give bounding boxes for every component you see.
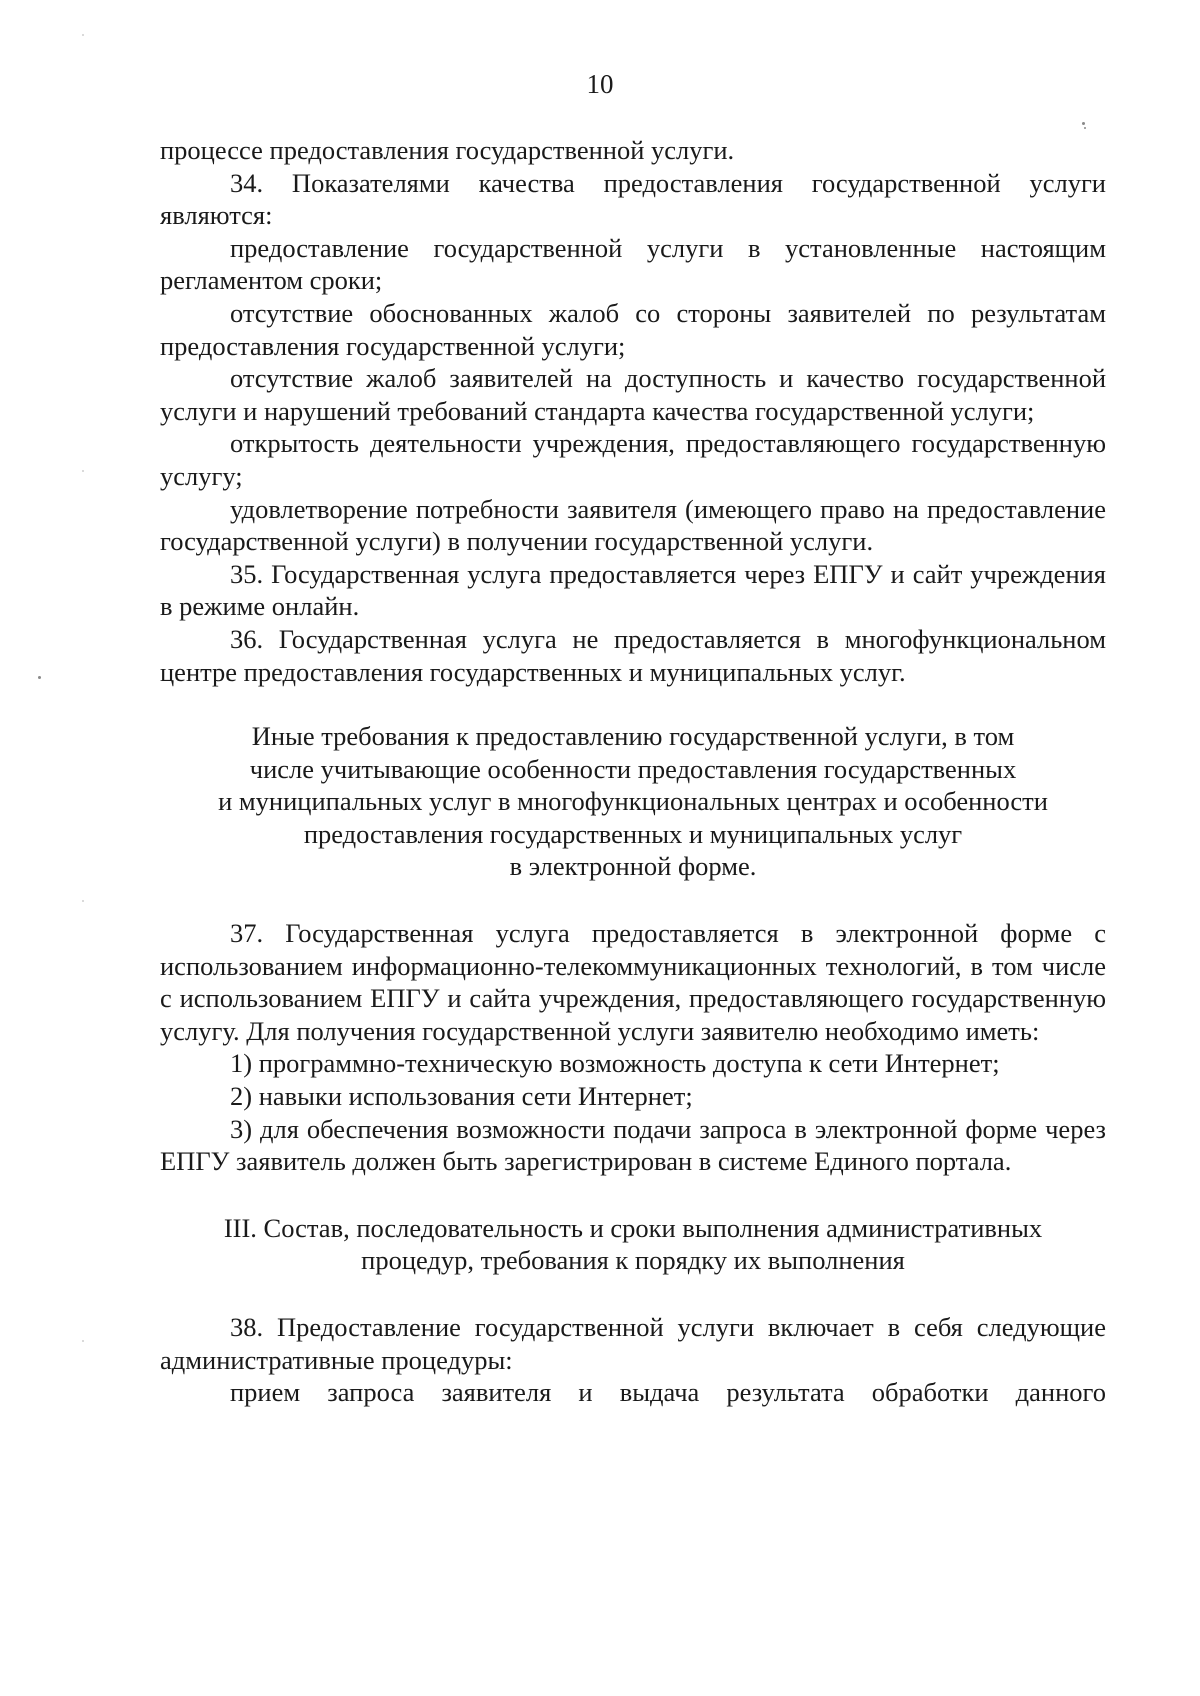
paragraph-36: 36. Государственная услуга не предоставляется в многофункциональном центре предоставления государственных и муниципальных услуг. <box>160 623 1106 687</box>
paragraph-37: 37. Государственная услуга предоставляется в электронной форме с использованием информационно-телекоммуникационных технологий, в том числе с использованием ЕПГУ и сайта учреждения, предоставляющего государственную услугу. Для получения государственной услуги заявителю необходимо иметь: <box>160 918 1106 1046</box>
heading-line: Иные требования к предоставлению государственной услуги, в том <box>251 721 1015 752</box>
paragraph-35: 35. Государственная услуга предоставляется через ЕПГУ и сайт учреждения в режиме онлайн. <box>160 558 1106 622</box>
heading-line: числе учитывающие особенности предоставления государственных <box>249 753 1017 784</box>
paragraph-37-item-3: 3) для обеспечения возможности подачи запроса в электронной форме через ЕПГУ заявитель должен быть зарегистрирован в системе Единого портала. <box>160 1113 1106 1177</box>
paragraph-34-item-2: отсутствие обоснованных жалоб со стороны заявителей по результатам предоставления государственной услуги; <box>160 297 1106 361</box>
heading-line: в электронной форме. <box>509 851 757 882</box>
paragraph-34-item-3: отсутствие жалоб заявителей на доступность и качество государственной услуги и нарушений требований стандарта качества государственной услуги; <box>160 363 1106 426</box>
heading-line: III. Состав, последовательность и сроки выполнения административных <box>223 1212 1043 1243</box>
scan-speck <box>38 676 41 679</box>
scan-speck <box>1084 127 1086 129</box>
heading-line: предоставления государственных и муниципальных услуг <box>303 818 963 849</box>
paragraph-37-item-1: 1) программно-техническую возможность доступа к сети Интернет; <box>230 1048 1000 1079</box>
paragraph-38-item-1: прием запроса заявителя и выдача результата обработки данного <box>230 1377 1106 1408</box>
paragraph-37-item-2: 2) навыки использования сети Интернет; <box>230 1081 693 1112</box>
paragraph-34-item-1: предоставление государственной услуги в установленные настоящим регламентом сроки; <box>160 232 1106 296</box>
scan-speck <box>1082 122 1085 125</box>
scan-speck <box>82 34 84 36</box>
heading-line: процедур, требования к порядку их выполнения <box>361 1245 905 1276</box>
paragraph-34-item-4: открытость деятельности учреждения, предоставляющего государственную услугу; <box>160 428 1106 491</box>
paragraph-38: 38. Предоставление государственной услуги включает в себя следующие административные процедуры: <box>160 1312 1106 1375</box>
heading-line: и муниципальных услуг в многофункциональных центрах и особенности <box>218 786 1048 817</box>
scan-speck <box>82 470 84 472</box>
paragraph-continuation: процессе предоставления государственной услуги. <box>160 135 735 165</box>
document-body <box>160 134 1106 1409</box>
section-heading-iii <box>160 1212 1106 1277</box>
page-number: 10 <box>586 69 614 99</box>
section-heading-other-requirements <box>160 720 1106 883</box>
paragraph-34: 34. Показателями качества предоставления государственной услуги являются: <box>160 167 1106 231</box>
scan-speck <box>82 1340 84 1342</box>
scan-speck <box>82 900 84 902</box>
paragraph-34-item-5: удовлетворение потребности заявителя (имеющего право на предоставление государственной услуги) в получении государственной услуги. <box>160 493 1106 557</box>
